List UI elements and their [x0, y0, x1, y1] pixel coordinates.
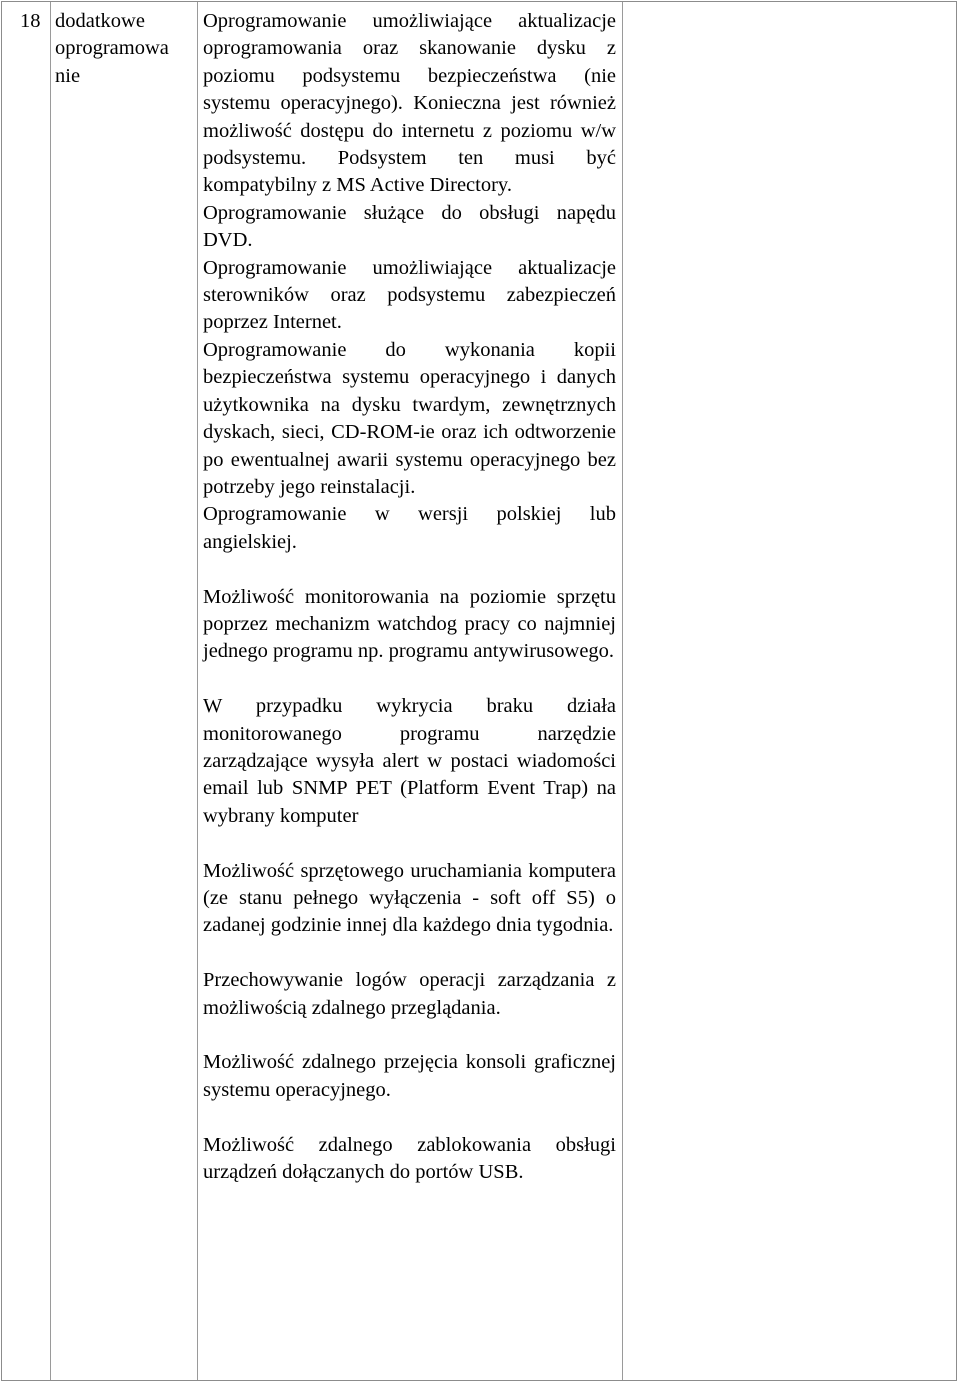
requirement-language: Oprogramowanie w wersji polskiej lub angielskiej.: [203, 503, 616, 553]
row-number: 18: [20, 10, 41, 32]
item-name: dodatkowe oprogramowa nie: [55, 10, 169, 87]
column-divider: [622, 2, 623, 1380]
requirement-driver-updates: Oprogramowanie umożliwiające aktualizacje sterowników oraz podsystemu zabezpieczeń poprzez Internet.: [203, 256, 616, 334]
requirement-update-software: Oprogramowanie umożliwiające aktualizacje oprogramowania oraz skanowanie dysku z poziomu podsystemu bezpieczeństwa (nie systemu operacyjnego). Konieczna jest również możliwość dostępu do internetu z poziomu w/w podsystemu. Podsystem ten musi być kompatybilny z MS Active Directory.: [203, 10, 616, 197]
column-divider: [50, 2, 51, 1380]
column-divider: [197, 2, 198, 1380]
requirement-dvd-software: Oprogramowanie służące do obsługi napędu DVD.: [203, 201, 616, 252]
requirement-usb-lock: Możliwość zdalnego zablokowania obsługi urządzeń dołączanych do portów USB.: [203, 1133, 616, 1183]
requirements-description: [203, 8, 616, 1186]
requirement-scheduled-power-on: Możliwość sprzętowego uruchamiania komputera (ze stanu pełnego wyłączenia - soft off S5) o zadanej godzinie innej dla każdego dnia tygodnia.: [203, 859, 616, 937]
requirement-alert: W przypadku wykrycia braku działa monitorowanego programu narzędzie zarządzające wysyła alert w postaci wiadomości email lub SNMP PET (Platform Event Trap) na wybrany komputer: [203, 695, 616, 827]
requirement-remote-console: Możliwość zdalnego przejęcia konsoli graficznej systemu operacyjnego.: [203, 1051, 616, 1101]
requirement-logs: Przechowywanie logów operacji zarządzania z możliwością zdalnego przeglądania.: [203, 969, 616, 1019]
requirement-backup-software: Oprogramowanie do wykonania kopii bezpieczeństwa systemu operacyjnego i danych użytkownika na dysku twardym, zewnętrznych dyskach, sieci, CD-ROM-ie oraz ich odtworzenie po ewentualnej awarii systemu operacyjnego bez potrzeby jego reinstalacji.: [203, 338, 616, 498]
requirement-watchdog: Możliwość monitorowania na poziomie sprzętu poprzez mechanizm watchdog pracy co najmniej jednego programu np. programu antywirusowego.: [203, 585, 616, 663]
